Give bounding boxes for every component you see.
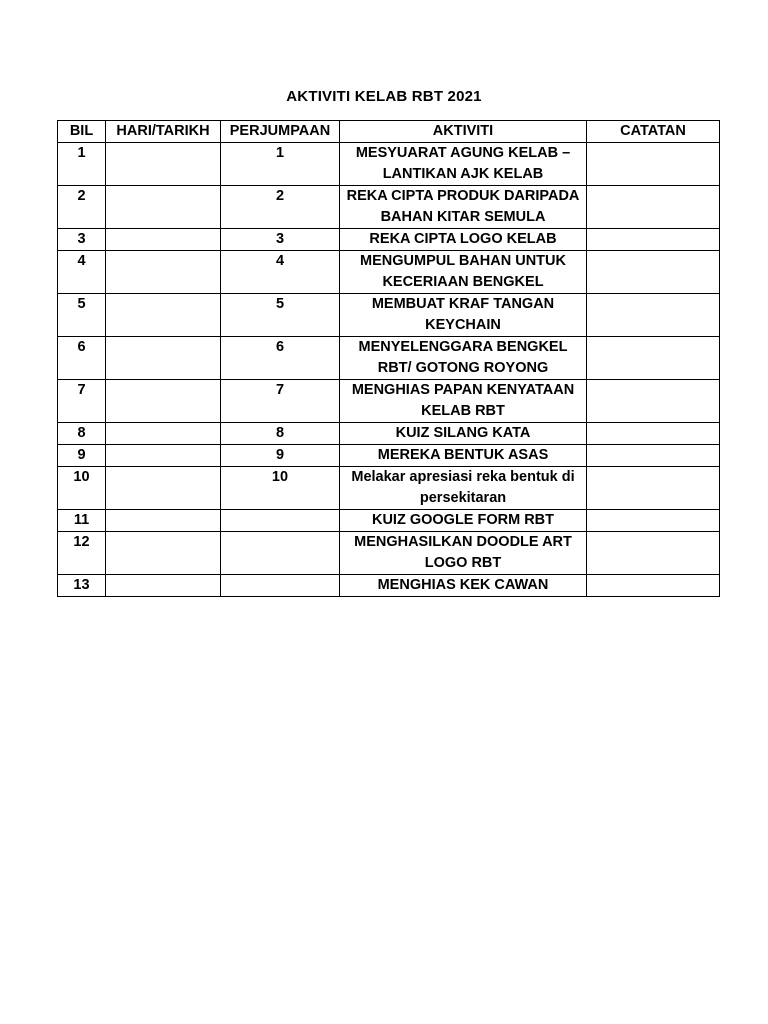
cell-hari-tarikh xyxy=(106,251,221,294)
cell-aktiviti: Melakar apresiasi reka bentuk di persekitaran xyxy=(340,467,587,510)
cell-bil: 13 xyxy=(58,575,106,597)
cell-catatan xyxy=(587,251,720,294)
table-row xyxy=(58,423,720,445)
cell-hari-tarikh xyxy=(106,423,221,445)
activity-table xyxy=(57,120,720,597)
cell-perjumpaan: 5 xyxy=(221,294,340,337)
cell-aktiviti: MENGHIAS PAPAN KENYATAAN KELAB RBT xyxy=(340,380,587,423)
cell-bil: 7 xyxy=(58,380,106,423)
cell-bil: 6 xyxy=(58,337,106,380)
cell-bil: 2 xyxy=(58,186,106,229)
cell-aktiviti: REKA CIPTA LOGO KELAB xyxy=(340,229,587,251)
cell-bil: 9 xyxy=(58,445,106,467)
cell-aktiviti: MEMBUAT KRAF TANGAN KEYCHAIN xyxy=(340,294,587,337)
cell-perjumpaan: 9 xyxy=(221,445,340,467)
cell-catatan xyxy=(587,532,720,575)
cell-hari-tarikh xyxy=(106,510,221,532)
cell-catatan xyxy=(587,229,720,251)
cell-catatan xyxy=(587,380,720,423)
cell-aktiviti: MEREKA BENTUK ASAS xyxy=(340,445,587,467)
cell-perjumpaan xyxy=(221,532,340,575)
cell-hari-tarikh xyxy=(106,445,221,467)
table-row xyxy=(58,337,720,380)
cell-aktiviti: MENGUMPUL BAHAN UNTUK KECERIAAN BENGKEL xyxy=(340,251,587,294)
cell-aktiviti: MENYELENGGARA BENGKEL RBT/ GOTONG ROYONG xyxy=(340,337,587,380)
cell-catatan xyxy=(587,143,720,186)
cell-hari-tarikh xyxy=(106,575,221,597)
cell-perjumpaan: 1 xyxy=(221,143,340,186)
cell-hari-tarikh xyxy=(106,467,221,510)
cell-aktiviti: KUIZ GOOGLE FORM RBT xyxy=(340,510,587,532)
header-aktiviti: AKTIVITI xyxy=(340,121,587,143)
table-header xyxy=(58,121,720,143)
cell-perjumpaan: 10 xyxy=(221,467,340,510)
table-row xyxy=(58,186,720,229)
cell-hari-tarikh xyxy=(106,380,221,423)
cell-perjumpaan: 8 xyxy=(221,423,340,445)
table-row xyxy=(58,294,720,337)
cell-catatan xyxy=(587,423,720,445)
cell-perjumpaan xyxy=(221,510,340,532)
cell-perjumpaan: 6 xyxy=(221,337,340,380)
cell-hari-tarikh xyxy=(106,294,221,337)
cell-aktiviti: KUIZ SILANG KATA xyxy=(340,423,587,445)
cell-catatan xyxy=(587,467,720,510)
header-bil: BIL xyxy=(58,121,106,143)
cell-perjumpaan: 7 xyxy=(221,380,340,423)
table-body xyxy=(58,143,720,597)
cell-aktiviti: MENGHASILKAN DOODLE ART LOGO RBT xyxy=(340,532,587,575)
cell-hari-tarikh xyxy=(106,229,221,251)
cell-perjumpaan: 3 xyxy=(221,229,340,251)
document-title: AKTIVITI KELAB RBT 2021 xyxy=(286,88,482,105)
cell-perjumpaan: 2 xyxy=(221,186,340,229)
cell-bil: 11 xyxy=(58,510,106,532)
header-catatan: CATATAN xyxy=(587,121,720,143)
cell-hari-tarikh xyxy=(106,532,221,575)
cell-bil: 8 xyxy=(58,423,106,445)
cell-catatan xyxy=(587,445,720,467)
cell-bil: 5 xyxy=(58,294,106,337)
cell-catatan xyxy=(587,186,720,229)
table-row xyxy=(58,575,720,597)
cell-catatan xyxy=(587,575,720,597)
cell-bil: 10 xyxy=(58,467,106,510)
table-row xyxy=(58,229,720,251)
cell-catatan xyxy=(587,510,720,532)
cell-bil: 3 xyxy=(58,229,106,251)
cell-aktiviti: MENGHIAS KEK CAWAN xyxy=(340,575,587,597)
cell-catatan xyxy=(587,294,720,337)
table-row xyxy=(58,143,720,186)
cell-aktiviti: MESYUARAT AGUNG KELAB – LANTIKAN AJK KELAB xyxy=(340,143,587,186)
cell-perjumpaan: 4 xyxy=(221,251,340,294)
cell-bil: 4 xyxy=(58,251,106,294)
table-row xyxy=(58,251,720,294)
cell-bil: 1 xyxy=(58,143,106,186)
cell-bil: 12 xyxy=(58,532,106,575)
cell-hari-tarikh xyxy=(106,337,221,380)
header-hari-tarikh: HARI/TARIKH xyxy=(106,121,221,143)
table-row xyxy=(58,445,720,467)
cell-aktiviti: REKA CIPTA PRODUK DARIPADA BAHAN KITAR SEMULA xyxy=(340,186,587,229)
table-row xyxy=(58,532,720,575)
header-perjumpaan: PERJUMPAAN xyxy=(221,121,340,143)
table-row xyxy=(58,467,720,510)
cell-catatan xyxy=(587,337,720,380)
table-row xyxy=(58,510,720,532)
cell-hari-tarikh xyxy=(106,143,221,186)
cell-perjumpaan xyxy=(221,575,340,597)
table-row xyxy=(58,380,720,423)
cell-hari-tarikh xyxy=(106,186,221,229)
header-row xyxy=(58,121,720,143)
